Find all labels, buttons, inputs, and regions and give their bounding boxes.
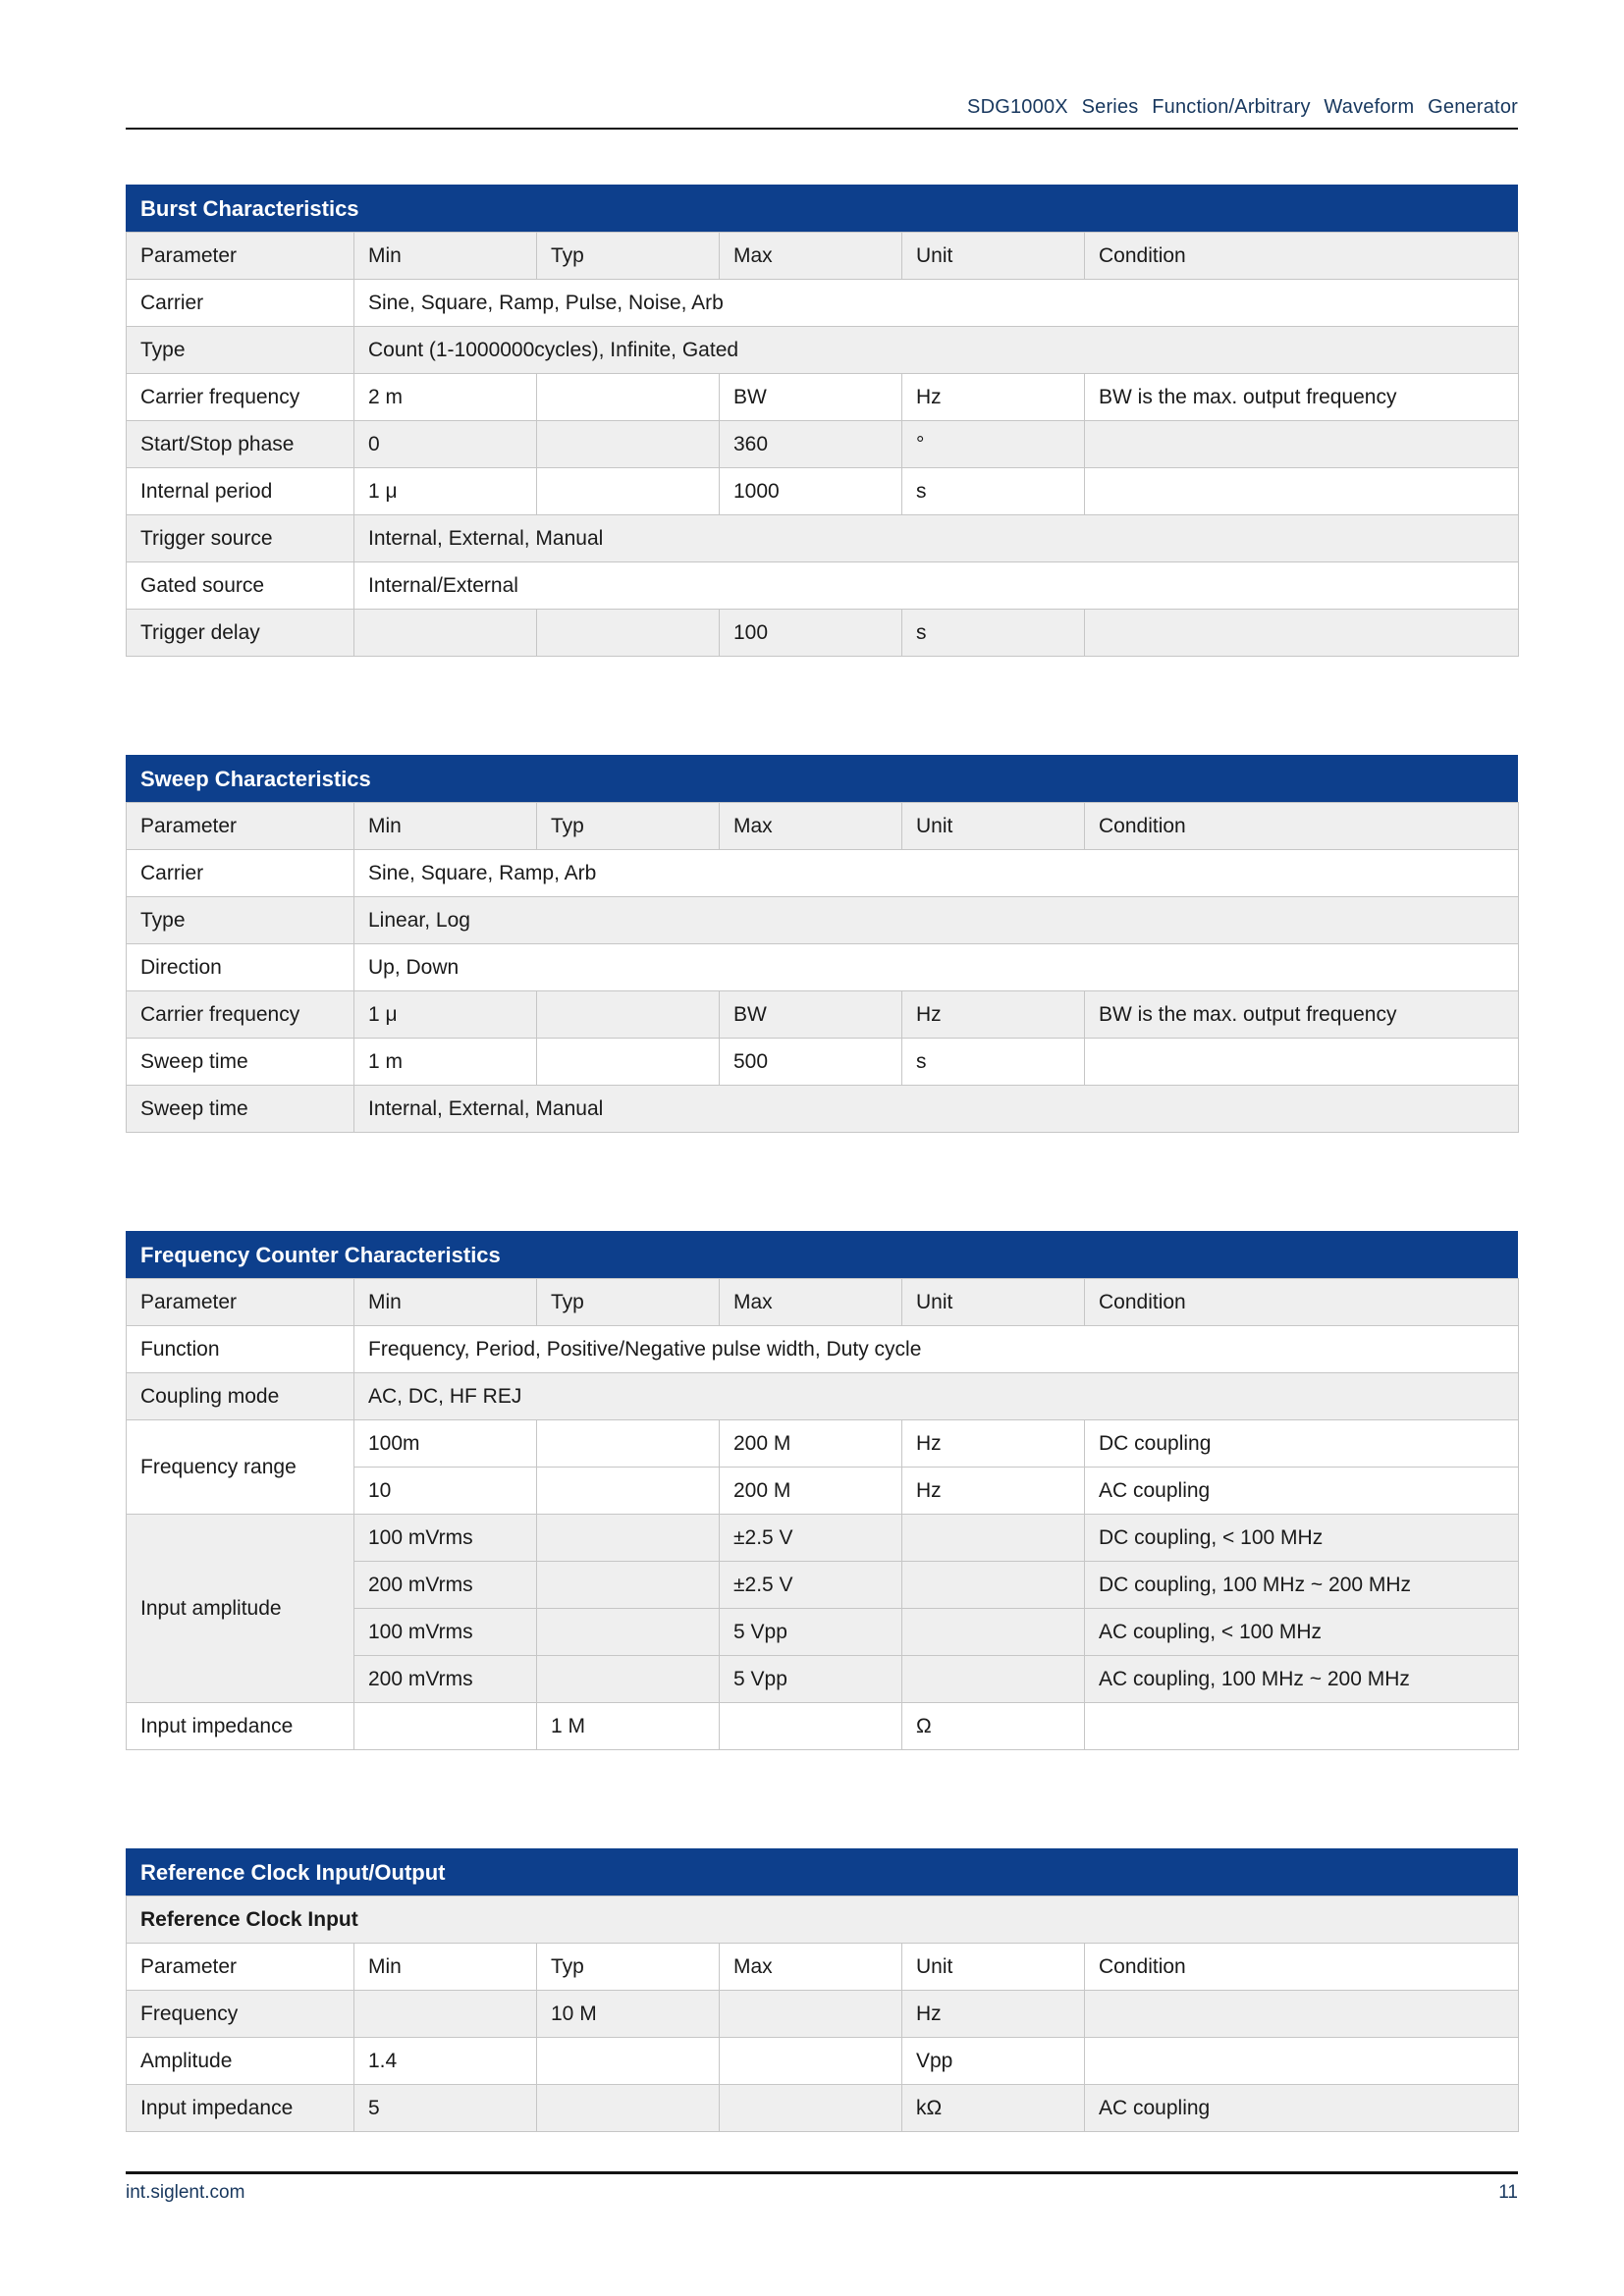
spec-table	[126, 232, 1519, 657]
table-cell: Parameter	[127, 803, 354, 850]
table-cell: Ω	[902, 1703, 1085, 1750]
table-cell: Unit	[902, 233, 1085, 280]
table-cell: 10 M	[537, 1991, 720, 2038]
table-cell: Amplitude	[127, 2038, 354, 2085]
table-row	[127, 897, 1519, 944]
table-cell	[720, 1703, 902, 1750]
table-cell: Unit	[902, 1279, 1085, 1326]
table-cell: Parameter	[127, 233, 354, 280]
running-header: SDG1000X Series Function/Arbitrary Waveform Generator	[126, 0, 1518, 130]
table-cell: 500	[720, 1039, 902, 1086]
table-cell: BW	[720, 374, 902, 421]
table-cell: Up, Down	[354, 944, 1519, 991]
table-cell: Reference Clock Input	[127, 1896, 1519, 1944]
table-cell	[537, 2085, 720, 2132]
table-title: Reference Clock Input/Output	[126, 1848, 1518, 1896]
table-cell: ±2.5 V	[720, 1515, 902, 1562]
table-cell	[537, 1656, 720, 1703]
table-cell: Internal, External, Manual	[354, 515, 1519, 562]
table-cell	[537, 610, 720, 657]
table-cell: AC coupling, < 100 MHz	[1085, 1609, 1519, 1656]
table-row	[127, 280, 1519, 327]
table-cell: Frequency range	[127, 1420, 354, 1515]
table-row	[127, 1373, 1519, 1420]
table-cell: °	[902, 421, 1085, 468]
table-cell	[1085, 1703, 1519, 1750]
table-cell: Hz	[902, 991, 1085, 1039]
table-cell	[354, 610, 537, 657]
table-cell: Sine, Square, Ramp, Pulse, Noise, Arb	[354, 280, 1519, 327]
table-cell: Direction	[127, 944, 354, 991]
table-cell: DC coupling, 100 MHz ~ 200 MHz	[1085, 1562, 1519, 1609]
table-cell: Type	[127, 327, 354, 374]
table-cell: 1.4	[354, 2038, 537, 2085]
table-cell: s	[902, 1039, 1085, 1086]
table-cell: Condition	[1085, 1944, 1519, 1991]
table-row	[127, 610, 1519, 657]
table-cell: Max	[720, 233, 902, 280]
table-cell: Input impedance	[127, 2085, 354, 2132]
table-cell	[1085, 421, 1519, 468]
table-cell	[537, 468, 720, 515]
table-cell: Coupling mode	[127, 1373, 354, 1420]
table-cell: DC coupling, < 100 MHz	[1085, 1515, 1519, 1562]
table-cell	[537, 2038, 720, 2085]
table-title: Sweep Characteristics	[126, 755, 1518, 802]
table-cell: Unit	[902, 803, 1085, 850]
table-cell: Max	[720, 1279, 902, 1326]
table-row	[127, 1420, 1519, 1468]
table-cell: Condition	[1085, 1279, 1519, 1326]
table-reference-clock-input-output	[126, 1848, 1518, 2132]
table-cell: Condition	[1085, 803, 1519, 850]
table-cell: AC coupling	[1085, 1468, 1519, 1515]
table-cell	[537, 1562, 720, 1609]
table-row	[127, 1896, 1519, 1944]
table-cell: 2 m	[354, 374, 537, 421]
table-cell: Parameter	[127, 1279, 354, 1326]
table-cell: Gated source	[127, 562, 354, 610]
table-frequency-counter-characteristics	[126, 1231, 1518, 1750]
table-row	[127, 1991, 1519, 2038]
table-cell: 200 mVrms	[354, 1562, 537, 1609]
table-cell: s	[902, 610, 1085, 657]
table-cell: Trigger source	[127, 515, 354, 562]
table-cell: 1 μ	[354, 991, 537, 1039]
table-cell: Typ	[537, 1279, 720, 1326]
table-cell: Function	[127, 1326, 354, 1373]
table-cell: AC, DC, HF REJ	[354, 1373, 1519, 1420]
table-cell: Count (1-1000000cycles), Infinite, Gated	[354, 327, 1519, 374]
table-cell: 360	[720, 421, 902, 468]
table-cell: Typ	[537, 1944, 720, 1991]
table-cell: AC coupling, 100 MHz ~ 200 MHz	[1085, 1656, 1519, 1703]
table-cell	[720, 2038, 902, 2085]
table-cell: Hz	[902, 1991, 1085, 2038]
table-row	[127, 991, 1519, 1039]
table-row	[127, 1944, 1519, 1991]
table-cell: BW	[720, 991, 902, 1039]
page-footer	[126, 2171, 1518, 2204]
table-row	[127, 850, 1519, 897]
table-row	[127, 374, 1519, 421]
table-cell	[537, 1420, 720, 1468]
table-row	[127, 515, 1519, 562]
table-row	[127, 1039, 1519, 1086]
table-cell: Min	[354, 1944, 537, 1991]
table-cell	[537, 374, 720, 421]
table-cell: Carrier	[127, 280, 354, 327]
table-cell	[537, 1468, 720, 1515]
table-cell	[902, 1609, 1085, 1656]
table-cell: 5 Vpp	[720, 1609, 902, 1656]
table-cell	[720, 1991, 902, 2038]
table-row	[127, 1279, 1519, 1326]
table-cell	[537, 991, 720, 1039]
table-cell	[537, 1515, 720, 1562]
table-cell: Max	[720, 803, 902, 850]
table-cell: 1000	[720, 468, 902, 515]
table-row	[127, 1086, 1519, 1133]
table-cell: Trigger delay	[127, 610, 354, 657]
table-cell	[354, 1703, 537, 1750]
table-cell: 200 M	[720, 1468, 902, 1515]
table-cell: 10	[354, 1468, 537, 1515]
table-cell: Vpp	[902, 2038, 1085, 2085]
table-cell: 100 mVrms	[354, 1515, 537, 1562]
table-row	[127, 1326, 1519, 1373]
table-cell: 5 Vpp	[720, 1656, 902, 1703]
table-cell: 5	[354, 2085, 537, 2132]
table-row	[127, 327, 1519, 374]
table-cell	[1085, 610, 1519, 657]
table-cell	[720, 2085, 902, 2132]
table-row	[127, 2038, 1519, 2085]
table-cell: Internal period	[127, 468, 354, 515]
table-cell: 0	[354, 421, 537, 468]
table-cell: 200 M	[720, 1420, 902, 1468]
table-cell: Input amplitude	[127, 1515, 354, 1703]
table-cell: Max	[720, 1944, 902, 1991]
table-cell: 1 μ	[354, 468, 537, 515]
table-cell: Carrier frequency	[127, 991, 354, 1039]
table-cell: Carrier frequency	[127, 374, 354, 421]
spec-table	[126, 1278, 1519, 1750]
table-title: Frequency Counter Characteristics	[126, 1231, 1518, 1278]
table-cell	[537, 421, 720, 468]
table-cell: Type	[127, 897, 354, 944]
table-cell: Min	[354, 803, 537, 850]
table-cell	[902, 1515, 1085, 1562]
table-cell: Hz	[902, 374, 1085, 421]
table-cell: Min	[354, 1279, 537, 1326]
table-cell: Internal, External, Manual	[354, 1086, 1519, 1133]
table-cell: Hz	[902, 1420, 1085, 1468]
table-cell: Typ	[537, 803, 720, 850]
spec-table	[126, 1896, 1519, 2132]
table-cell	[902, 1656, 1085, 1703]
table-cell: Start/Stop phase	[127, 421, 354, 468]
table-cell: 100m	[354, 1420, 537, 1468]
table-cell: Sine, Square, Ramp, Arb	[354, 850, 1519, 897]
table-cell: s	[902, 468, 1085, 515]
table-cell: Min	[354, 233, 537, 280]
table-cell: BW is the max. output frequency	[1085, 374, 1519, 421]
table-cell: 200 mVrms	[354, 1656, 537, 1703]
footer-url: int.siglent.com	[126, 2182, 245, 2203]
table-cell	[354, 1991, 537, 2038]
page-content	[126, 0, 1518, 2204]
table-cell: Sweep time	[127, 1039, 354, 1086]
table-row	[127, 2085, 1519, 2132]
spec-tables	[126, 185, 1518, 2132]
table-sweep-characteristics	[126, 755, 1518, 1133]
table-cell: 100	[720, 610, 902, 657]
table-cell: DC coupling	[1085, 1420, 1519, 1468]
table-cell: AC coupling	[1085, 2085, 1519, 2132]
table-cell	[902, 1562, 1085, 1609]
table-cell: Hz	[902, 1468, 1085, 1515]
table-row	[127, 803, 1519, 850]
table-cell	[1085, 1039, 1519, 1086]
table-cell	[537, 1039, 720, 1086]
table-cell: 1 m	[354, 1039, 537, 1086]
table-cell: Frequency	[127, 1991, 354, 2038]
table-burst-characteristics	[126, 185, 1518, 657]
table-cell	[537, 1609, 720, 1656]
table-cell: Carrier	[127, 850, 354, 897]
table-row	[127, 944, 1519, 991]
table-cell: Typ	[537, 233, 720, 280]
table-cell	[1085, 468, 1519, 515]
table-row	[127, 233, 1519, 280]
table-cell: 1 M	[537, 1703, 720, 1750]
table-cell: Internal/External	[354, 562, 1519, 610]
table-title: Burst Characteristics	[126, 185, 1518, 232]
table-cell: Condition	[1085, 233, 1519, 280]
table-cell: Linear, Log	[354, 897, 1519, 944]
table-cell: kΩ	[902, 2085, 1085, 2132]
table-cell: Sweep time	[127, 1086, 354, 1133]
table-row	[127, 1703, 1519, 1750]
spec-table	[126, 802, 1519, 1133]
table-row	[127, 468, 1519, 515]
table-row	[127, 1515, 1519, 1562]
table-cell: Frequency, Period, Positive/Negative pulse width, Duty cycle	[354, 1326, 1519, 1373]
table-row	[127, 562, 1519, 610]
page-number: 11	[1498, 2182, 1518, 2203]
table-cell: ±2.5 V	[720, 1562, 902, 1609]
table-cell: Parameter	[127, 1944, 354, 1991]
table-cell: Unit	[902, 1944, 1085, 1991]
table-row	[127, 421, 1519, 468]
table-cell: 100 mVrms	[354, 1609, 537, 1656]
table-cell: BW is the max. output frequency	[1085, 991, 1519, 1039]
table-cell	[1085, 2038, 1519, 2085]
table-cell: Input impedance	[127, 1703, 354, 1750]
table-cell	[1085, 1991, 1519, 2038]
